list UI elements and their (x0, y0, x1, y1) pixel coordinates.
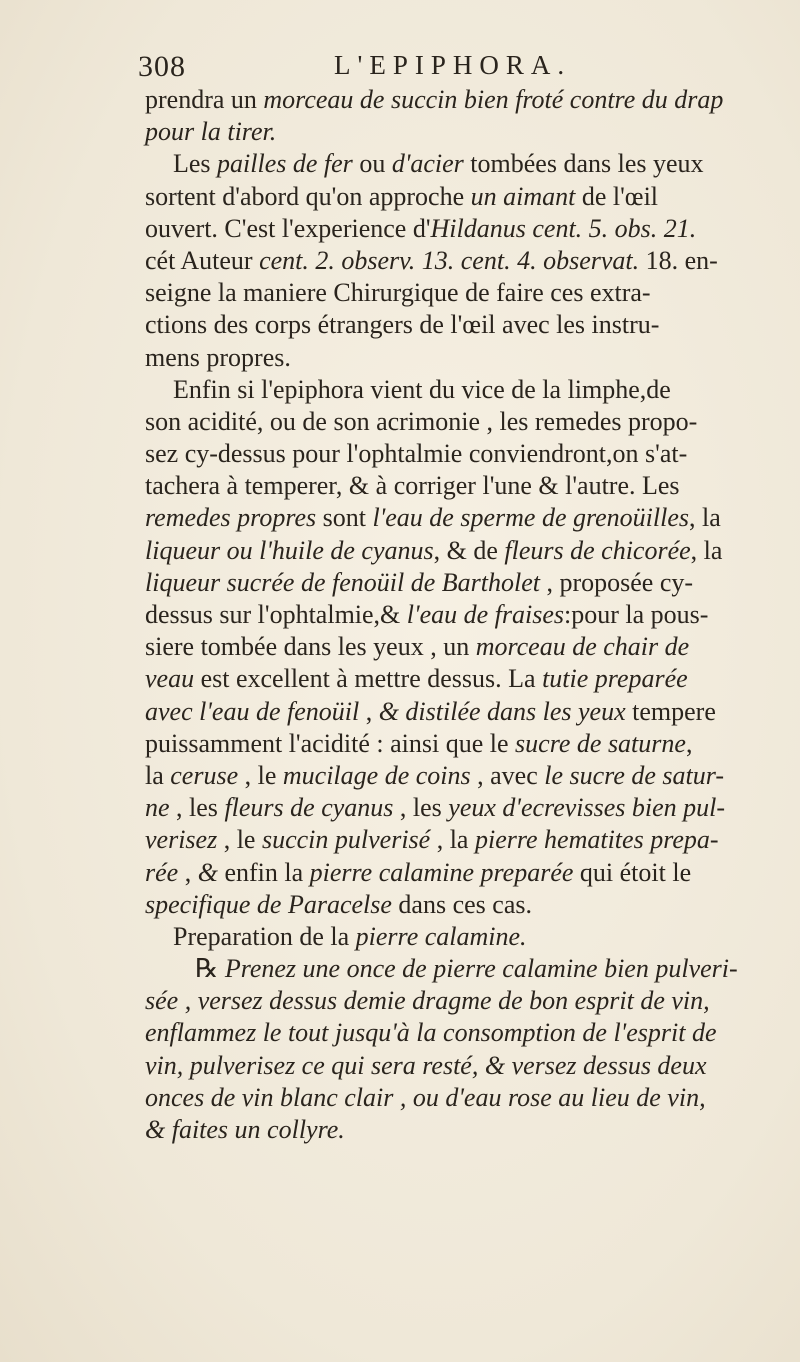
text-line: sée , versez dessus demie dragme de bon esprit de vin, (145, 986, 710, 1016)
text-line: la ceruse , le mucilage de coins , avec le sucre de satur- (145, 760, 725, 790)
text-line: onces de vin blanc clair , ou d'eau rose au lieu de vin, (145, 1082, 706, 1112)
text-line: sez cy-dessus pour l'ophtalmie conviendront,on s'at- (145, 439, 688, 469)
text-line: mens propres. (145, 342, 291, 372)
text-line: siere tombée dans les yeux , un morceau de chair de (145, 632, 690, 662)
text-line: vin, pulverisez ce qui sera resté, & versez dessus deux (145, 1050, 707, 1080)
text-line: liqueur ou l'huile de cyanus, & de fleurs de chicorée, la (145, 535, 723, 565)
text-line: puissamment l'acidité : ainsi que le sucre de saturne, (145, 728, 693, 758)
text-line: son acidité, ou de son acrimonie , les remedes propo- (145, 406, 698, 436)
text-line: verisez , le succin pulverisé , la pierre hematites prepa- (145, 825, 719, 855)
text-line: enflammez le tout jusqu'à la consomption de l'esprit de (145, 1018, 717, 1048)
text-line: liqueur sucrée de fenoüil de Bartholet , proposée cy- (145, 567, 694, 597)
text-line: tachera à temperer, & à corriger l'une & l'autre. Les (145, 471, 680, 501)
text-line: avec l'eau de fenoüil , & distilée dans les yeux tempere (145, 696, 716, 726)
body-text (145, 84, 787, 1146)
text-line: Enfin si l'epiphora vient du vice de la limphe,de (173, 374, 671, 404)
text-line: Les pailles de fer ou d'acier tombées dans les yeux (173, 149, 704, 179)
text-line: dessus sur l'ophtalmie,& l'eau de fraises:pour la pous- (145, 600, 709, 629)
text-line: ne , les fleurs de cyanus , les yeux d'ecrevisses bien pul- (145, 793, 726, 823)
running-title: L'EPIPHORA. (334, 50, 572, 80)
text-line: cét Auteur cent. 2. observ. 13. cent. 4. observat. 18. en- (145, 245, 718, 275)
text-line: remedes propres sont l'eau de sperme de grenoüilles, la (145, 503, 721, 533)
page-number: 308 (138, 50, 186, 83)
text-line: veau est excellent à mettre dessus. La tutie preparée (145, 664, 688, 694)
text-line: pour la tirer. (145, 117, 277, 147)
text-line: ouvert. C'est l'experience d'Hildanus cent. 5. obs. 21. (145, 213, 697, 243)
text-line: ctions des corps étrangers de l'œil avec les instru- (145, 310, 660, 340)
text-line: ℞ Prenez une once de pierre calamine bien pulveri- (195, 954, 738, 984)
text-line: rée , & enfin la pierre calamine preparée qui étoit le (145, 857, 692, 887)
text-line: prendra un morceau de succin bien froté contre du drap (145, 85, 724, 114)
text-line: sortent d'abord qu'on approche un aimant de l'œil (145, 181, 659, 211)
text-line: Preparation de la pierre calamine. (173, 921, 527, 951)
text-line: seigne la maniere Chirurgique de faire ces extra- (145, 278, 651, 308)
text-line: specifique de Paracelse dans ces cas. (145, 889, 532, 919)
text-line: & faites un collyre. (145, 1115, 345, 1144)
